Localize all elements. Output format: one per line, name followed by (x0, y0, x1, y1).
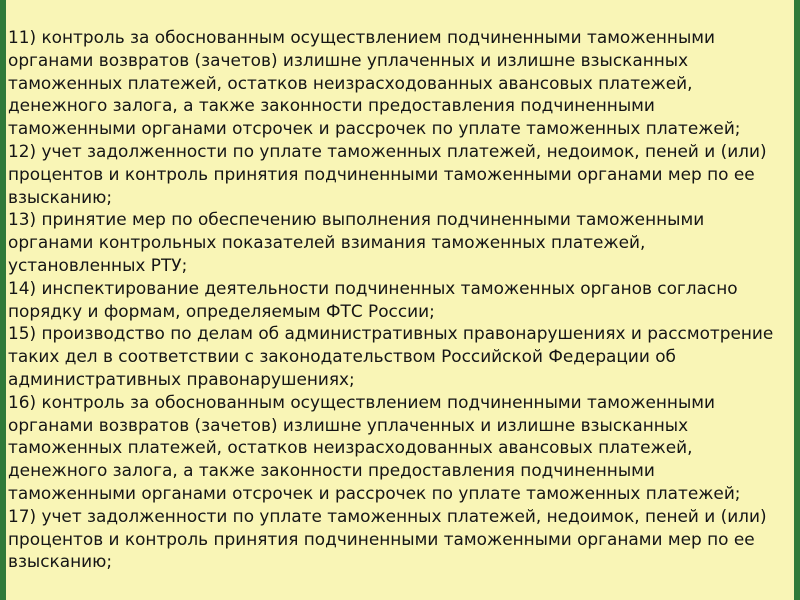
slide-text-block (6, 26, 794, 573)
paragraph-11: 11) контроль за обоснованным осуществлением подчиненными таможенными органами возвратов (зачетов) излишне уплаченных и излишне взысканных таможенных платежей, остатков неизрасходованных авансовых платежей, денежного залога, а также законности предоставления подчиненными таможенными органами отсрочек и рассрочек по уплате таможенных платежей; (8, 27, 741, 139)
paragraph-15: 15) производство по делам об административных правонарушениях и рассмотрение таких дел в соответствии с законодательством Российской Федерации об административных правонарушениях; (8, 323, 774, 389)
paragraph-12: 12) учет задолженности по уплате таможенных платежей, недоимок, пеней и (или) процентов и контроль принятия подчиненными таможенными органами мер по ее взысканию; (8, 140, 767, 207)
paragraph-17: 17) учет задолженности по уплате таможенных платежей, недоимок, пеней и (или) процентов и контроль принятия подчиненными таможенными органами мер по ее взысканию; (8, 505, 767, 572)
paragraph-14: 14) инспектирование деятельности подчиненных таможенных органов согласно порядку и формам, определяемым ФТС России; (8, 277, 738, 321)
paragraph-13: 13) принятие мер по обеспечению выполнения подчиненными таможенными органами контрольных показателей взимания таможенных платежей, установленных РТУ; (8, 209, 705, 275)
right-decorative-bar (794, 0, 800, 600)
slide-content-area (6, 0, 794, 600)
paragraph-16: 16) контроль за обоснованным осуществлением подчиненными таможенными органами возвратов (зачетов) излишне уплаченных и излишне взысканных таможенных платежей, остатков неизрасходованных авансовых платежей, денежного залога, а также законности предоставления подчиненными таможенными органами отсрочек и рассрочек по уплате таможенных платежей; (8, 391, 741, 503)
